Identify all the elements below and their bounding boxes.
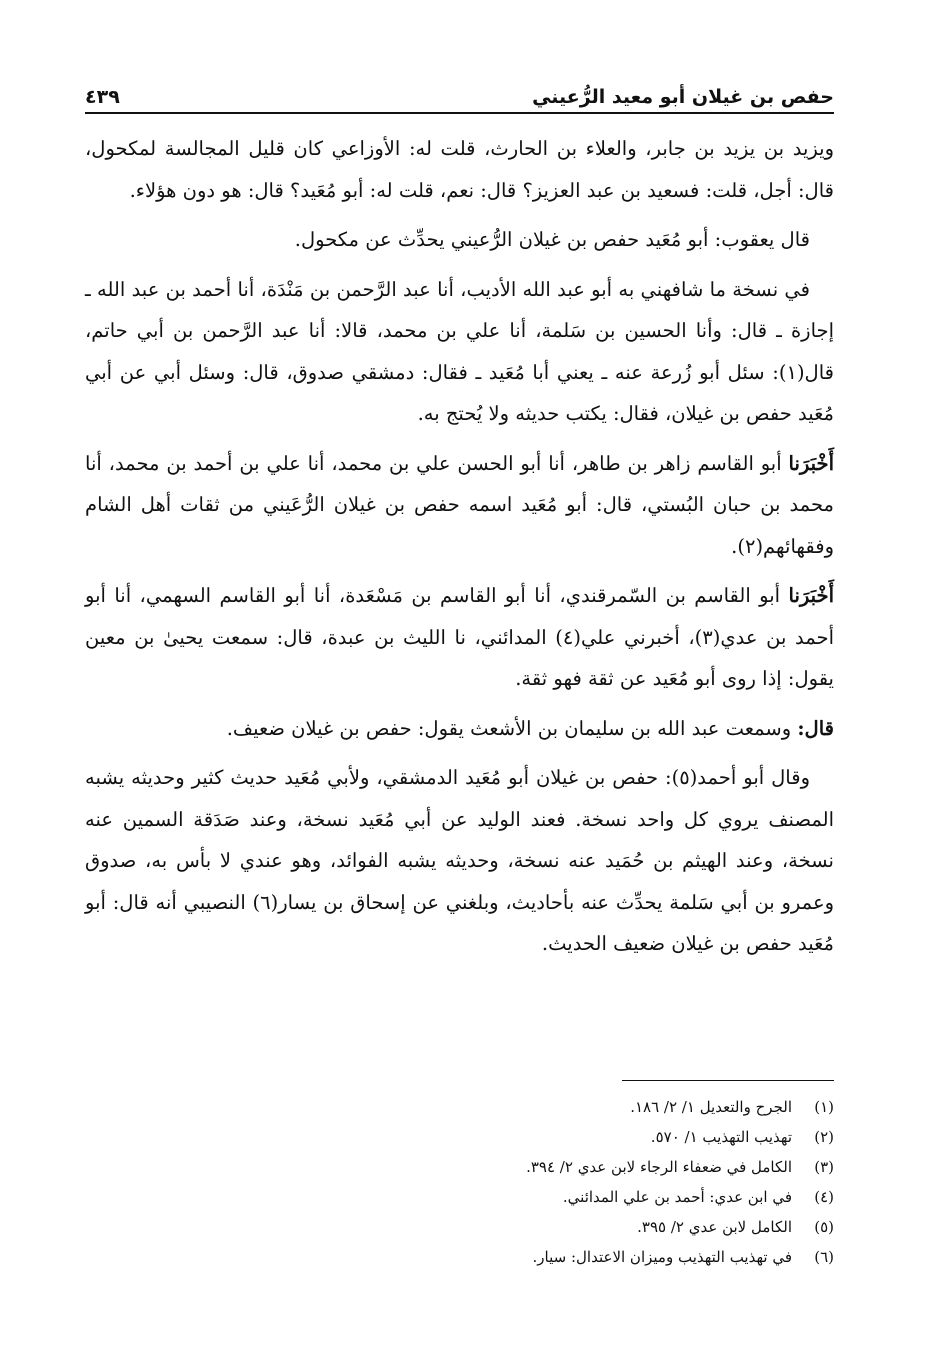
paragraph-lead: أَخْبَرَنا <box>788 451 834 475</box>
footnote <box>85 1092 834 1122</box>
footnote-number: (٢) <box>814 1128 834 1146</box>
paragraph <box>85 128 834 211</box>
footnote-text: الكامل في ضعفاء الرجاء لابن عدي ٢/ ٣٩٤. <box>526 1158 792 1176</box>
paragraph-text: في نسخة ما شافهني به أبو عبد الله الأديب، أنا عبد الرَّحمن بن مَنْدَة، أنا أحمد بن عبد الله ـ إجازة ـ قال: وأنا الحسين بن سَلمة، أنا علي بن محمد، قالا: أنا عبد الرَّحمن بن أبي حاتم، قال(١): سئل أبو زُرعة عنه ـ يعني أبا مُعَيد ـ فقال: دمشقي صدوق، قال: وسئل أبي عن أبي مُعَيد حفص بن غيلان، فقال: يكتب حديثه ولا يُحتج به. <box>85 277 834 425</box>
header-divider <box>85 112 834 114</box>
footnote-text: الكامل لابن عدي ٢/ ٣٩٥. <box>637 1218 792 1236</box>
footnote-text: في تهذيب التهذيب وميزان الاعتدال: سيار. <box>532 1248 792 1266</box>
paragraph-text: وقال أبو أحمد(٥): حفص بن غيلان أبو مُعَيد الدمشقي، ولأبي مُعَيد حديث كثير وحديثه يشبه المصنف يروي كل واحد نسخة. فعند الوليد عن أبي مُعَيد نسخة، وعند صَدَقة السمين عنه نسخة، وعند الهيثم بن حُمَيد عنه نسخة، وحديثه يشبه الفوائد، وهو عندي لا بأس به، صدوق وعمرو بن أبي سَلمة يحدِّث عنه بأحاديث، وبلغني عن إسحاق بن يسار(٦) النصيبي أنه قال: أبو مُعَيد حفص بن غيلان ضعيف الحديث. <box>85 766 834 955</box>
footnote-number: (٥) <box>814 1218 834 1236</box>
running-title: حفص بن غيلان أبو معيد الرُّعيني <box>532 86 834 108</box>
paragraph-text: وسمعت عبد الله بن سليمان بن الأشعث يقول: حفص بن غيلان ضعيف. <box>226 716 798 740</box>
paragraph <box>85 443 834 568</box>
page-number: ٤٣٩ <box>85 86 120 108</box>
paragraph-text: ويزيد بن يزيد بن جابر، والعلاء بن الحارث، قلت له: الأوزاعي كان قليل المجالسة لمكحول، قال: أجل، قلت: فسعيد بن عبد العزيز؟ قال: نعم، قلت له: أبو مُعَيد؟ قال: هو دون هؤلاء. <box>85 137 834 202</box>
paragraph <box>85 708 834 750</box>
footnotes <box>85 1092 834 1272</box>
paragraph-text: أبو القاسم زاهر بن طاهر، أنا أبو الحسن علي بن محمد، أنا علي بن أحمد بن محمد، أنا محمد بن حبان البُستي، قال: أبو مُعَيد اسمه حفص بن غيلان الرُّعَيني من ثقات أهل الشام وفقهائهم(٢). <box>85 451 834 558</box>
footnote-number: (١) <box>814 1098 834 1116</box>
footnote-text: تهذيب التهذيب ١/ ٥٧٠. <box>650 1128 792 1146</box>
footnote-number: (٦) <box>814 1248 834 1266</box>
paragraph-text: قال يعقوب: أبو مُعَيد حفص بن غيلان الرُّعيني يحدِّث عن مكحول. <box>294 228 810 251</box>
paragraph-lead: أَخْبَرَنا <box>788 584 834 607</box>
paragraph <box>85 269 834 435</box>
footnote <box>85 1182 834 1212</box>
paragraph-lead: قال: <box>797 716 834 740</box>
paragraph-text: أبو القاسم بن السّمرقندي، أنا أبو القاسم بن مَسْعَدة، أنا أبو القاسم السهمي، أنا أبو أحمد بن عدي(٣)، أخبرني علي(٤) المدائني، نا الليث بن عبدة، قال: سمعت يحيىٰ بن معين يقول: إذا روى أبو مُعَيد عن ثقة فهو ثقة. <box>85 584 835 690</box>
footnote-text: في ابن عدي: أحمد بن علي المدائني. <box>562 1188 792 1206</box>
footnote <box>85 1122 834 1152</box>
footnote <box>85 1152 834 1182</box>
footnote-number: (٤) <box>814 1188 834 1206</box>
footnote <box>85 1242 834 1272</box>
paragraph <box>85 757 834 965</box>
footnote-number: (٣) <box>814 1158 834 1176</box>
footnote-text: الجرح والتعديل ١/ ٢/ ١٨٦. <box>630 1098 792 1116</box>
footnote <box>85 1212 834 1242</box>
paragraph <box>85 575 834 700</box>
main-text <box>85 128 834 973</box>
running-header <box>85 74 834 108</box>
footnote-divider <box>622 1080 834 1081</box>
paragraph <box>85 219 834 261</box>
